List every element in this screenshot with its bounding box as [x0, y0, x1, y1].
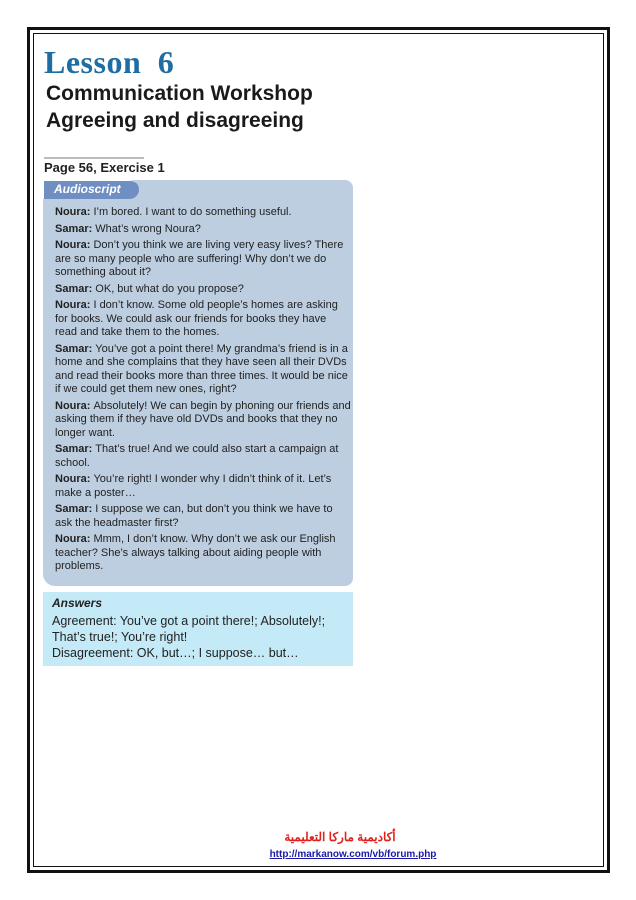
dialogue-line	[55, 343, 351, 397]
lesson-heading: Lesson 6	[44, 44, 175, 80]
dialogue-text: I’m bored. I want to do something useful.	[93, 206, 292, 218]
dialogue-line	[55, 206, 351, 220]
speaker-name: Noura:	[55, 399, 91, 412]
dialogue-text: Mmm, I don’t know. Why don’t we ask our English teacher? She’s always talking about aiding people with problems.	[55, 533, 336, 572]
title-line-1: Communication Workshop	[46, 82, 313, 105]
dialogue-line	[55, 473, 351, 500]
answers-heading: Answers	[52, 596, 103, 610]
title-line-2: Agreeing and disagreeing	[46, 109, 304, 132]
speaker-name: Noura:	[55, 473, 91, 485]
speaker-name: Samar:	[55, 342, 93, 355]
speaker-name: Noura:	[55, 206, 91, 218]
dialogue-text: You’re right! I wonder why I didn’t think of it. Let’s make a poster…	[55, 473, 332, 499]
dialogue-text: Don’t you think we are living very easy lives? There are so many people who are suffering! Why don’t we do something about it?	[55, 239, 344, 278]
dialogue-line	[55, 400, 351, 441]
speaker-name: Noura:	[55, 533, 91, 545]
workshop-title	[46, 80, 313, 134]
dialogue-text: That’s true! And we could also start a campaign at school.	[55, 443, 339, 469]
dialogue-line	[55, 283, 351, 297]
audioscript-label: Audioscript	[54, 182, 121, 196]
speaker-name: Noura:	[55, 299, 91, 311]
speaker-name: Samar:	[55, 282, 93, 295]
dialogue-text: I don’t know. Some old people’s homes are asking for books. We could ask our friends for books they have read and take them to the homes.	[55, 299, 338, 338]
speaker-name: Samar:	[55, 222, 93, 235]
page-reference: Page 56, Exercise 1	[44, 157, 144, 175]
dialogue-text: What’s wrong Noura?	[95, 222, 201, 235]
speaker-name: Samar:	[55, 503, 93, 515]
dialogue-text: OK, but what do you propose?	[95, 282, 244, 295]
dialogue-line	[55, 223, 351, 237]
dialogue-line	[55, 503, 351, 530]
dialogue-text: Absolutely! We can begin by phoning our friends and asking them if they have old DVDs and books that they no longer want.	[55, 399, 351, 439]
dialogue-line	[55, 533, 351, 574]
footer-academy-name: أكاديمية ماركا التعليمية	[284, 830, 396, 844]
speaker-name: Noura:	[55, 239, 91, 251]
dialogue-line	[55, 239, 351, 280]
answers-body	[52, 613, 352, 661]
speaker-name: Samar:	[55, 443, 93, 455]
answers-agreement: Agreement: You’ve got a point there!; Absolutely!; That’s true!; You’re right!	[52, 614, 326, 644]
dialogue-text: You’ve got a point there! My grandma’s friend is in a home and she complains that they have seen all their DVDs and read their books more than three times. It would be nice if we could get them new ones, right?	[55, 342, 348, 395]
dialogue-line	[55, 299, 351, 340]
dialogue-text: I suppose we can, but don’t you think we have to ask the headmaster first?	[55, 503, 333, 529]
dialogue-line	[55, 443, 351, 470]
audioscript-tab	[43, 180, 139, 199]
dialogue	[55, 206, 351, 577]
footer-link[interactable]: http://markanow.com/vb/forum.php	[269, 849, 437, 860]
answers-disagreement: Disagreement: OK, but…; I suppose… but…	[52, 646, 299, 660]
